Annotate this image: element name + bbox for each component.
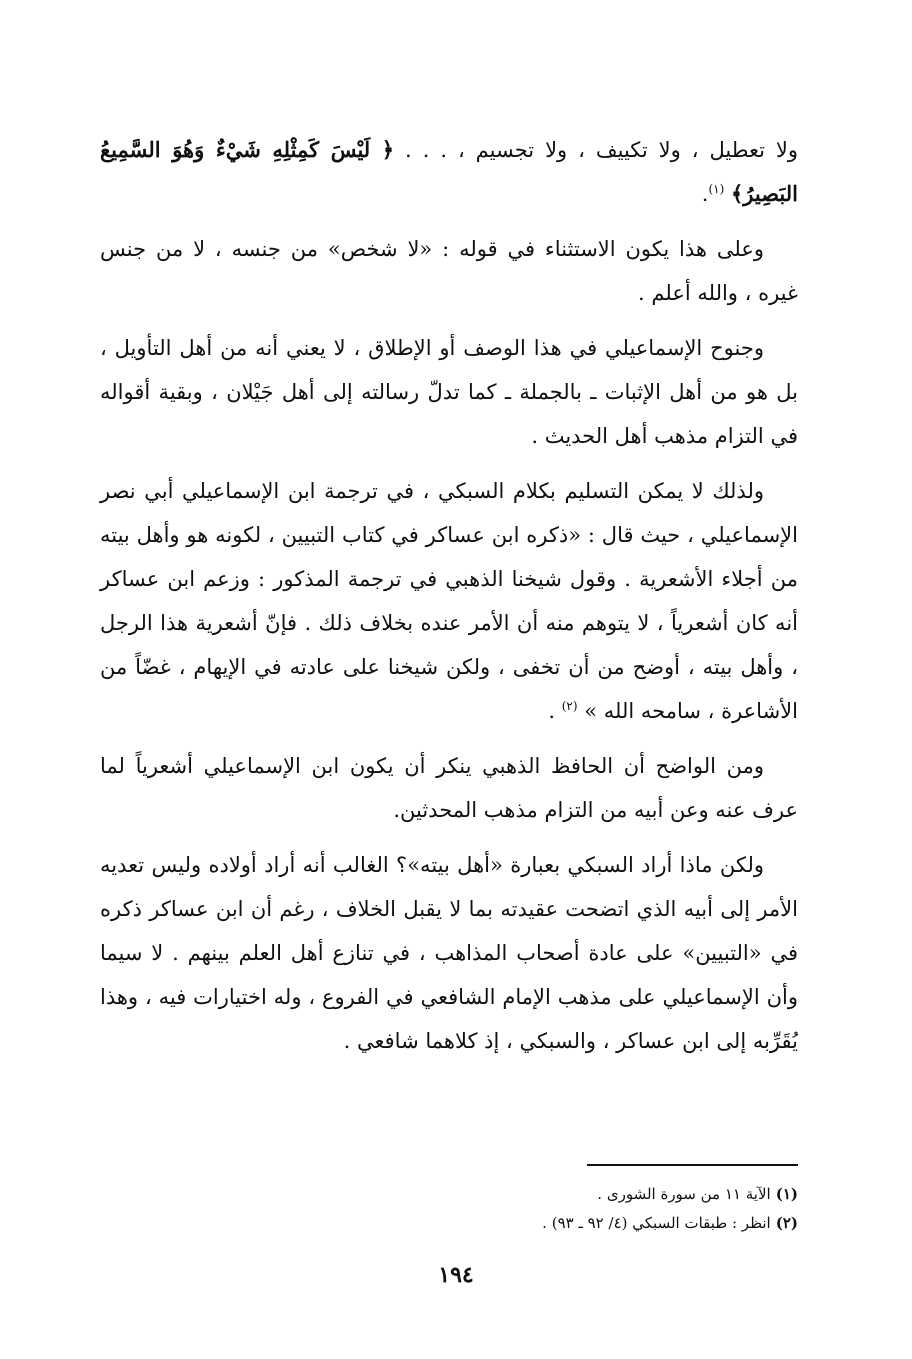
page-number: ١٩٤ (438, 1262, 474, 1288)
footnote-ref-2[interactable]: (٢) (561, 699, 578, 713)
paragraph-2: وعلى هذا يكون الاستثناء في قوله : «لا شخص» من جنسه ، لا من جنس غيره ، والله أعلم . (100, 237, 798, 305)
paragraph-5: ومن الواضح أن الحافظ الذهبي ينكر أن يكون ابن الإسماعيلي أشعرياً لما عرف عنه وعن أبيه من التزام مذهب المحدثين. (100, 754, 798, 822)
paragraph-3: وجنوح الإسماعيلي في هذا الوصف أو الإطلاق ، لا يعني أنه من أهل التأويل ، بل هو من أهل الإثبات ـ بالجملة ـ كما تدلّ رسالته إلى أهل جَيْلان ، وبقية أقواله في التزام مذهب أهل الحديث . (100, 336, 798, 448)
footnotes (300, 1180, 798, 1238)
paragraph-1-text: ولا تعطيل ، ولا تكييف ، ولا تجسيم ، . . . (394, 138, 799, 162)
quran-quote: ﴿ لَيْسَ كَمِثْلِهِ شَيْءٌ وَهُوَ السَّمِيعُ البَصِيرُ﴾ (100, 137, 798, 206)
main-text (100, 128, 798, 1074)
footnote-ref-1[interactable]: (١) (708, 182, 725, 196)
footnote-separator (587, 1164, 798, 1166)
footnote-1-text: الآية ١١ من سورة الشورى . (597, 1185, 771, 1203)
paragraph-1-end: . (701, 182, 709, 206)
paragraph-4 (100, 469, 798, 733)
footnote-2 (300, 1209, 798, 1238)
paragraph-6: ولكن ماذا أراد السبكي بعبارة «أهل بيته»؟ الغالب أنه أراد أولاده وليس تعديه الأمر إلى أبيه الذي اتضحت عقيدته بما لا يقبل الخلاف ، رغم أن ابن عساكر ذكره في «التبيين» على عادة أصحاب المذاهب ، في تنازع أهل العلم بينهم . لا سيما وأن الإسماعيلي على مذهب الإمام الشافعي في الفروع ، وله اختيارات فيه ، وهذا يُقَرِّبه إلى ابن عساكر ، والسبكي ، إذ كلاهما شافعي . (100, 853, 798, 1053)
footnote-1 (300, 1180, 798, 1209)
paragraph-4-text: ولذلك لا يمكن التسليم بكلام السبكي ، في ترجمة ابن الإسماعيلي أبي نصر الإسماعيلي ، حيث قال : «ذكره ابن عساكر في كتاب التبيين ، لكونه هو وأهل بيته من أجلاء الأشعرية . وقول شيخنا الذهبي في ترجمة المذكور : وزعم ابن عساكر أنه كان أشعرياً ، لا يتوهم منه أن الأمر عنده بخلاف ذلك . فإنّ أشعرية هذا الرجل ، وأهل بيته ، أوضح من أن تخفى ، ولكن شيخنا على عادته في الإيهام ، غضّاً من الأشاعرة ، سامحه الله » (100, 479, 798, 723)
footnote-1-number: (١) (775, 1185, 798, 1203)
footnote-2-number: (٢) (775, 1214, 798, 1232)
paragraph-1 (100, 128, 798, 216)
footnote-2-text: انظر : طبقات السبكي (٤/ ٩٢ ـ ٩٣) . (542, 1214, 771, 1232)
paragraph-4-end: . (548, 699, 562, 723)
